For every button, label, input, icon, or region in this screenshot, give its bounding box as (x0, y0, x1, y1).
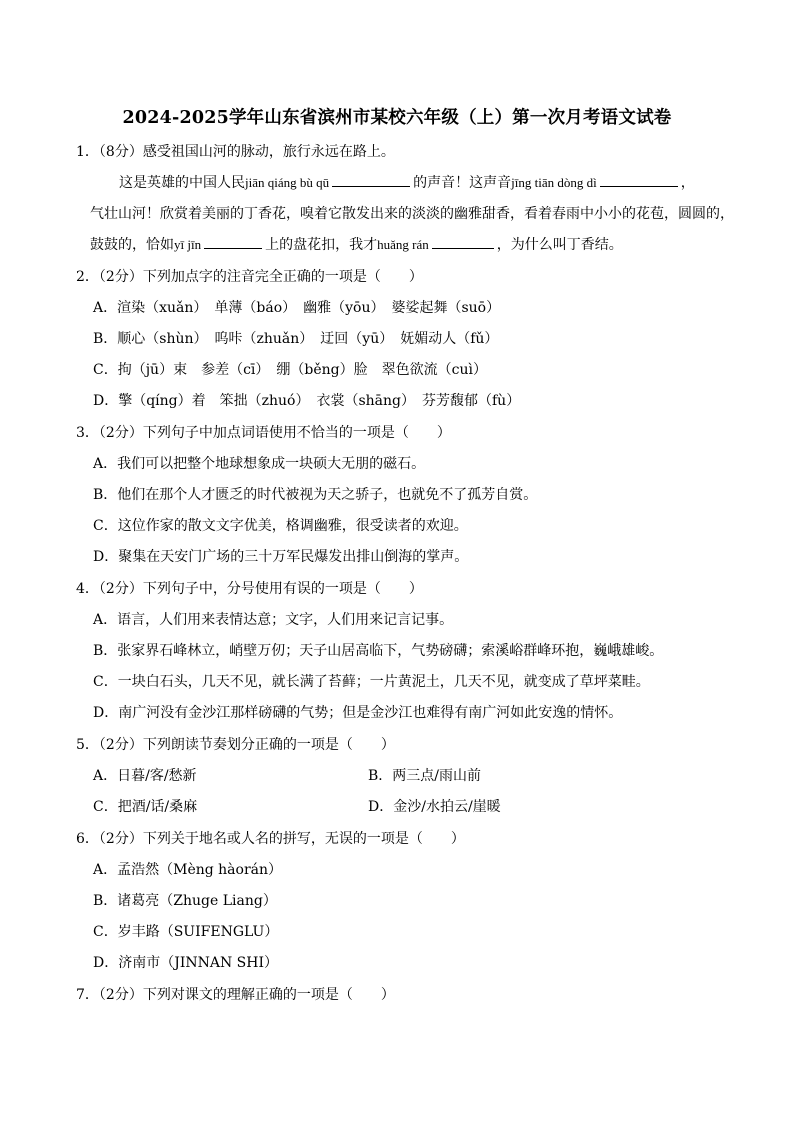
question-2-option-d[interactable]: D．擎（qíng）着 笨拙（zhuó） 衣裳（shāng） 芬芳馥郁（fù） (93, 393, 521, 409)
question-3-option-c[interactable]: C．这位作家的散文文字优美，格调幽雅，很受读者的欢迎。 (93, 518, 468, 534)
passage-text: 这是英雄的中国人民 (119, 175, 245, 191)
question-5-option-b[interactable]: B．两三点/雨山前 (368, 768, 482, 784)
answer-blank-3[interactable] (204, 236, 262, 249)
question-5-stem: 5．（2分）下列朗读节奏划分正确的一项是（ ） (76, 737, 395, 753)
passage-text: 上的盘花扣，我才 (265, 237, 378, 253)
question-5-option-d[interactable]: D．金沙/水拍云/崖暖 (368, 799, 501, 815)
question-2-stem: 2．（2分）下列加点字的注音完全正确的一项是（ ） (76, 269, 423, 285)
question-2-option-a[interactable]: A．渲染（xuǎn） 单薄（báo） 幽雅（yōu） 婆娑起舞（suō） (93, 300, 501, 316)
passage-text: ，为什么叫丁香结。 (496, 237, 623, 253)
question-3-option-a[interactable]: A．我们可以把整个地球想象成一块硕大无朋的磁石。 (93, 456, 426, 472)
pinyin-hint: jīng tiān dòng dì (511, 175, 597, 190)
answer-blank-4[interactable] (432, 236, 494, 249)
question-5-option-a[interactable]: A．日暮/客/愁新 (93, 768, 197, 784)
passage-text: 的声音！这声音 (413, 175, 512, 191)
question-2-option-c[interactable]: C．拘（jū）束 参差（cī） 绷（běng）脸 翠色欲流（cuì） (93, 362, 487, 378)
question-5-option-c[interactable]: C．把酒/话/桑麻 (93, 799, 198, 815)
question-2-option-b[interactable]: B．顺心（shùn） 呜咔（zhuǎn） 迂回（yū） 妩媚动人（fǔ） (93, 331, 499, 347)
question-1-stem: 1．（8分）感受祖国山河的脉动，旅行永远在路上。 (76, 144, 395, 160)
question-1-passage-line-3 (90, 236, 623, 254)
question-4-option-a[interactable]: A．语言，人们用来表情达意；文字，人们用来记言记事。 (93, 612, 454, 628)
pinyin-hint: huǎng rán (377, 237, 429, 252)
question-4-option-b[interactable]: B．张家界石峰林立，峭壁万仞；天子山居高临下，气势磅礴；索溪峪群峰环抱，巍峨雄峻。 (93, 643, 664, 659)
passage-text: ， (680, 175, 695, 191)
question-4-stem: 4．（2分）下列句子中，分号使用有误的一项是（ ） (76, 581, 423, 597)
page-title: 2024-2025学年山东省滨州市某校六年级（上）第一次月考语文试卷 (122, 108, 672, 128)
question-6-option-d[interactable]: D．济南市（JINNAN SHI） (93, 955, 279, 971)
question-3-option-b[interactable]: B．他们在那个人才匮乏的时代被视为天之骄子，也就免不了孤芳自赏。 (93, 487, 538, 503)
question-6-option-b[interactable]: B．诸葛亮（Zhuge Liang） (93, 893, 277, 909)
question-4-option-c[interactable]: C．一块白石头，几天不见，就长满了苔藓；一片黄泥土，几天不见，就变成了草坪菜畦。 (93, 674, 650, 690)
question-1-passage-line-2: 气壮山河！欣赏着美丽的丁香花，嗅着它散发出来的淡淡的幽雅甜香，看着春雨中小小的花苞，圆圆的， (90, 206, 734, 222)
passage-text: 鼓鼓的，恰如 (90, 237, 174, 253)
question-7-stem: 7．（2分）下列对课文的理解正确的一项是（ ） (76, 987, 395, 1003)
question-3-stem: 3．（2分）下列句子中加点词语使用不恰当的一项是（ ） (76, 425, 451, 441)
question-1-passage-line-1 (119, 174, 695, 192)
pinyin-hint: jiān qiáng bù qū (245, 175, 330, 190)
pinyin-hint: yī jīn (174, 237, 202, 252)
answer-blank-1[interactable] (332, 174, 410, 187)
answer-blank-2[interactable] (600, 174, 678, 187)
question-3-option-d[interactable]: D．聚集在天安门广场的三十万军民爆发出排山倒海的掌声。 (93, 549, 469, 565)
question-6-option-c[interactable]: C．岁丰路（SUIFENGLU） (93, 924, 279, 940)
question-6-option-a[interactable]: A．孟浩然（Mèng hàorán） (93, 862, 283, 878)
question-6-stem: 6．（2分）下列关于地名或人名的拼写，无误的一项是（ ） (76, 831, 465, 847)
question-4-option-d[interactable]: D．南广河没有金沙江那样磅礴的气势；但是金沙江也难得有南广河如此安逸的情怀。 (93, 705, 623, 721)
